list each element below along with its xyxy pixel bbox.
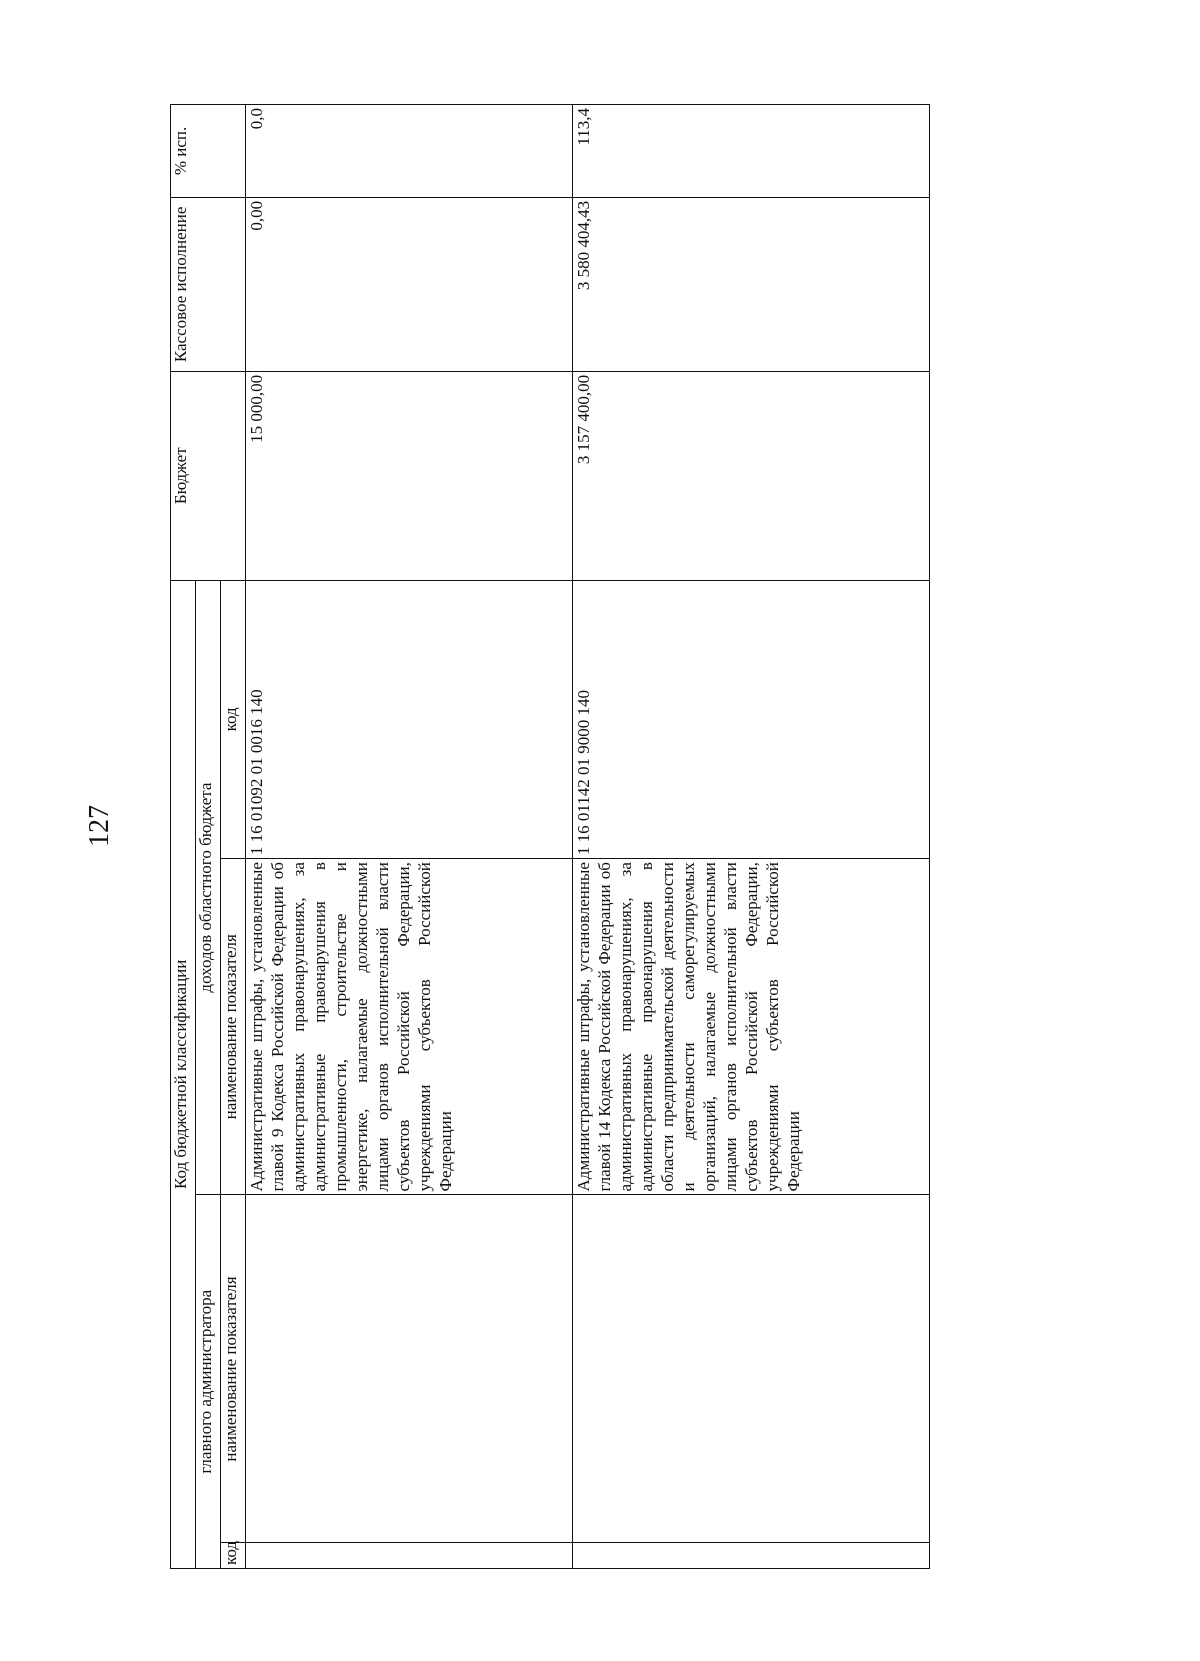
row-indicator-name: Административные штрафы, установленные главой 14 Кодекса Российской Федерации об административных правонарушениях, за административные правонарушения в области предпринимательской деятельности и деятельности саморегулируемых организаций, налагаемые должностными лицами органов исполнительной власти субъектов Российской Федерации, учреждениями субъектов Российской Федерации bbox=[573, 859, 930, 1195]
row-admin-code bbox=[245, 1543, 573, 1569]
row-budget: 3 157 400,00 bbox=[573, 371, 930, 580]
rotated-sheet bbox=[170, 104, 930, 1569]
row-cash: 3 580 404,43 bbox=[573, 197, 930, 371]
header-income-group: доходов областного бюджета bbox=[195, 580, 220, 1195]
table-row bbox=[245, 105, 573, 1569]
header-classification: Код бюджетной классификации bbox=[171, 580, 196, 1568]
header-admin-code: код bbox=[220, 1543, 245, 1569]
row-income-code: 1 16 01092 01 0016 140 bbox=[245, 580, 573, 858]
header-admin-group: главного администратора bbox=[195, 1195, 220, 1569]
page-number: 127 bbox=[84, 805, 115, 847]
header-pct: % исп. bbox=[171, 105, 246, 198]
header-income-name: наименование показателя bbox=[220, 859, 245, 1195]
budget-table bbox=[170, 104, 930, 1569]
table-row bbox=[573, 105, 930, 1569]
row-pct: 0,0 bbox=[245, 105, 573, 198]
row-pct: 113,4 bbox=[573, 105, 930, 198]
row-cash: 0,00 bbox=[245, 197, 573, 371]
row-admin-name bbox=[573, 1195, 930, 1543]
row-income-code: 1 16 01142 01 9000 140 bbox=[573, 580, 930, 858]
header-income-code: код bbox=[220, 580, 245, 858]
row-indicator-name: Административные штрафы, установленные главой 9 Кодекса Российской Федерации об административных правонарушениях, за административные правонарушения в промышленности, строительстве и энергетике, налагаемые должностными лицами органов исполнительной власти субъектов Российской Федерации, учреждениями субъектов Российской Федерации bbox=[245, 859, 573, 1195]
row-admin-name bbox=[245, 1195, 573, 1543]
header-admin-name: наименование показателя bbox=[220, 1195, 245, 1543]
header-cash: Кассовое исполнение bbox=[171, 197, 246, 371]
header-budget: Бюджет bbox=[171, 371, 246, 580]
row-budget: 15 000,00 bbox=[245, 371, 573, 580]
row-admin-code bbox=[573, 1543, 930, 1569]
